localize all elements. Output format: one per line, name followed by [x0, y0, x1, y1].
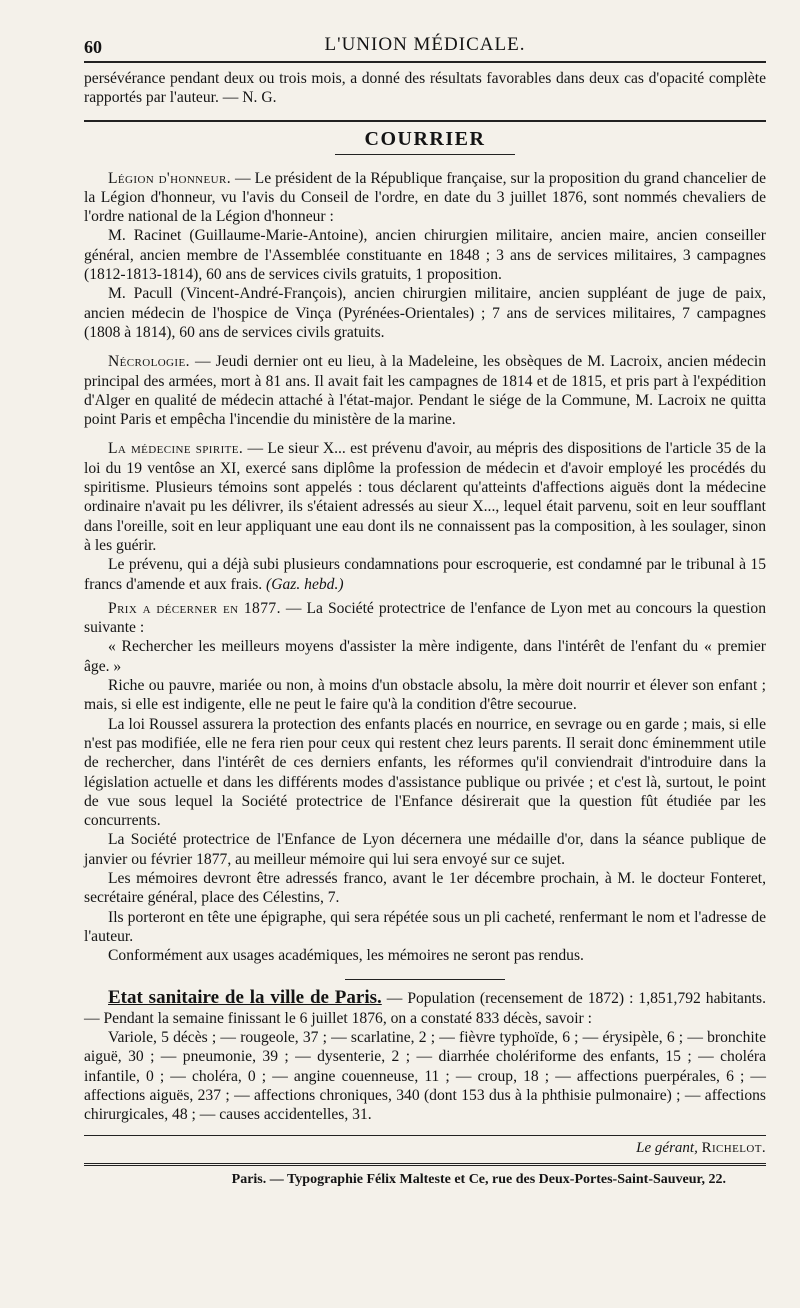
necrologie-paragraph [84, 352, 766, 429]
section-title-underline [335, 154, 515, 155]
legion-label: Légion d'honneur. [108, 169, 232, 187]
page-number: 60 [84, 37, 102, 57]
prix-memoires: Les mémoires devront être adressés franco, avant le 1er décembre prochain, à M. le docteur Fonteret, secrétaire général, place des Célestins, 7. [84, 869, 766, 907]
etat-deaths-list: Variole, 5 décès ; — rougeole, 37 ; — scarlatine, 2 ; — fièvre typhoïde, 6 ; — érysipèle, 6 ; — bronchite aiguë, 30 ; — pneumonie, 39 ; — dysenterie, 2 ; — diarrhée cholériforme des enfants, 15 ; — choléra infantile, 0 ; — choléra, 0 ; — angine couenneuse, 11 ; — croup, 18 ; — affections puerpérales, 6 ; — affections aiguës, 237 ; — affections chroniques, 340 (dont 153 dus à la phthisie pulmonaire) ; — affections chirurgicales, 48 ; — causes accidentelles, 31. [84, 1029, 766, 1124]
spirite-verdict [84, 555, 766, 594]
etat-text: — Population (recensement de 1872) : 1,851,792 habitants. — Pendant la semaine finissant le 6 juillet 1876, on a constaté 833 décès, savoir : [84, 990, 766, 1027]
section-title: COURRIER [364, 127, 486, 150]
gerant-line [84, 1140, 766, 1157]
spirite-paragraph [84, 439, 766, 555]
imprint-rule [84, 1163, 766, 1166]
section-rule [84, 120, 766, 122]
necrologie-label: Nécrologie. [108, 353, 190, 371]
gerant-name: Richelot. [701, 1139, 766, 1156]
page-header [84, 22, 766, 58]
etat-paragraph [84, 988, 766, 1028]
header-rule [84, 61, 766, 63]
prix-loi-roussel: La loi Roussel assurera la protection des enfants placés en nourrice, en sevrage ou en garde ; mais, si elle n'est pas modifiée, elle ne fera rien pour ceux qui restent chez leurs parents. Il serait donc éminemment utile de rechercher, dans l'intérêt de ces derniers enfants, les réformes qu'il conviendrait d'introduire dans la législation actuelle et dans les différents modes d'assistance publique ou privée ; et c'est là, surtout, le point de vue sous lequel la Société protectrice de l'Enfance désirerait que la question fût étudiée par les concurrents. [84, 715, 766, 830]
etat-separator [345, 979, 505, 980]
gerant-label: Le gérant, [636, 1139, 698, 1156]
legion-paragraph [84, 169, 766, 227]
intro-paragraph: persévérance pendant deux ou trois mois, a donné des résultats favorables dans deux cas d'opacité complète rapportés par l'auteur. — N. G. [84, 70, 766, 107]
spirite-verdict-text: Le prévenu, qui a déjà subi plusieurs condamnations pour escroquerie, est condamné par le tribunal à 15 francs d'amende et aux frais. [84, 556, 766, 593]
legion-nominee-2: M. Pacull (Vincent-André-François), ancien chirurgien militaire, ancien suppléant de juge de paix, ancien médecin de l'hospice de Vinça (Pyrénées-Orientales) ; 7 ans de services militaires, 7 campagnes (1808 à 1814), 60 ans de services civils gratuits. [84, 285, 766, 341]
journal-title: L'UNION MÉDICALE. [324, 34, 526, 55]
prix-quote-1: « Rechercher les meilleurs moyens d'assister la mère indigente, dans l'intérêt de l'enfant du « premier âge. » [84, 638, 766, 675]
spirite-text: — Le sieur X... est prévenu d'avoir, au mépris des dispositions de l'article 35 de la loi du 19 ventôse an XI, exercé sans diplôme la profession de médecin et d'avoir employé les procédés du spiritisme. Plusieurs témoins sont appelés : tous déclarent qu'atteints d'affections aiguës dont la médecine ordinaire n'avait pu les délivrer, ils s'étaient adressés au sieur X..., lequel était parvenu, soit en leur soufflant dans l'oreille, soit en leur appliquant une eau dont ils ne connaissent pas la composition, à les soulager, sinon à les guérir. [84, 440, 767, 554]
prix-medaille: La Société protectrice de l'Enfance de Lyon décernera une médaille d'or, dans la séance publique de janvier ou février 1877, au meilleur mémoire qui lui sera envoyé sur ce sujet. [84, 831, 766, 868]
footer-rule [84, 1135, 766, 1136]
prix-conformement: Conformément aux usages académiques, les mémoires ne seront pas rendus. [108, 947, 584, 965]
necrologie-text: — Jeudi dernier ont eu lieu, à la Madeleine, les obsèques de M. Lacroix, ancien médecin principal des armées, mort à 81 ans. Il avait fait les campagnes de 1814 et de 1815, et pris part à l'expédition d'Alger en qualité de médecin attaché à l'état-major. Pendant le siége de la Commune, M. Lacroix ne quitta point Paris et empêcha l'incendie du ministère de la marine. [84, 353, 766, 429]
legion-text: — Le président de la République française, sur la proposition du grand chancelier de la Légion d'honneur, vu l'avis du Conseil de l'ordre, en date du 3 juillet 1876, sont nommés chevaliers de l'ordre national de la Légion d'honneur : [84, 169, 766, 226]
etat-title: Etat sanitaire de la ville de Paris. [108, 987, 382, 1009]
prix-epigraphe: Ils porteront en tête une épigraphe, qui sera répétée sous un pli cacheté, renfermant le nom et l'adresse de l'auteur. [84, 908, 766, 945]
prix-label: Prix a décerner en 1877. [108, 599, 281, 617]
prix-quote-2: Riche ou pauvre, mariée ou non, à moins d'un obstacle absolu, la mère doit nourrir et élever son enfant ; mais, si elle est indigente, elle ne peut le faire qu'à la condition d'être secourue. [84, 677, 766, 714]
legion-nominee-1: M. Racinet (Guillaume-Marie-Antoine), ancien chirurgien militaire, ancien maire, ancien conseiller général, ancien membre de l'Assemblée constituante en 1848 ; 3 ans de services militaires, 3 campagnes (1812-1813-1814), 60 ans de services civils gratuits, 1 proposition. [84, 227, 766, 284]
prix-text: — La Société protectrice de l'enfance de Lyon met au concours la question suivante : [84, 599, 767, 637]
prix-paragraph [84, 599, 766, 638]
spirite-label: La médecine spirite. [108, 440, 244, 458]
imprint: Paris. — Typographie Félix Malteste et Ce, rue des Deux-Portes-Saint-Sauveur, 22. [231, 1171, 726, 1187]
spirite-source: (Gaz. hebd.) [262, 575, 344, 593]
